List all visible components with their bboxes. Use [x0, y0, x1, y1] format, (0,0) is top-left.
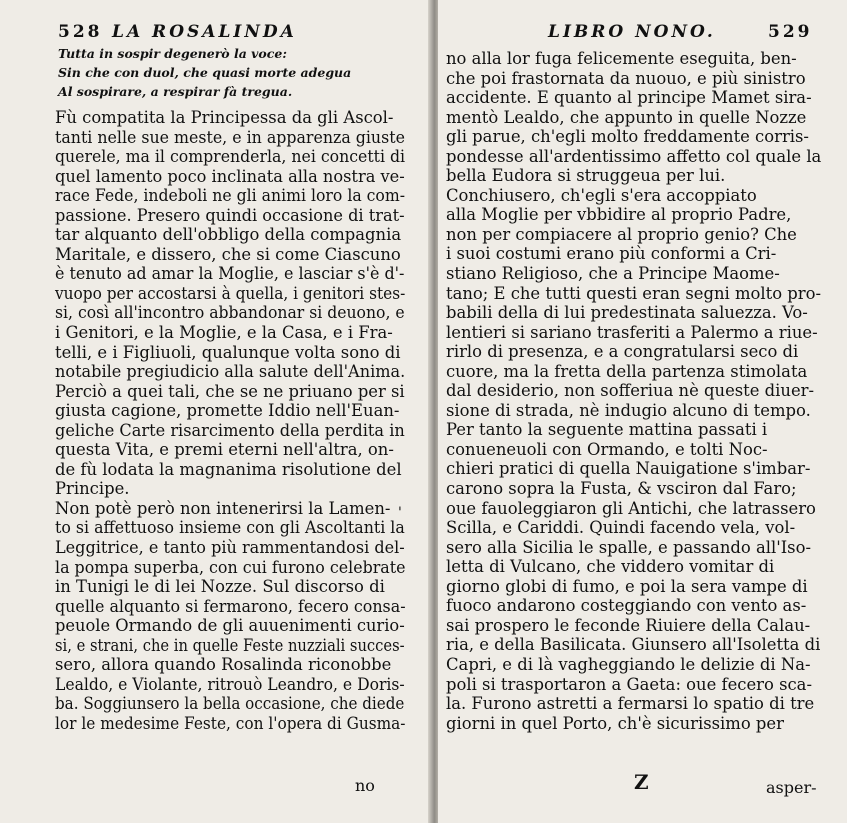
text-line: chieri pratici di quella Nauigatione s'imbar-: [446, 459, 811, 479]
text-line: bella Eudora si struggeua per lui.: [446, 166, 726, 186]
verse-stanza: [58, 44, 351, 101]
text-line: questa Vita, e premi eterni nell'altra, on-: [55, 440, 394, 460]
text-line: vuopo per accostarsi à quella, i genitori stes-: [55, 283, 406, 303]
text-line: sai prospero le feconde Riuiere della Calau-: [446, 615, 811, 635]
text-line: rirlo di presenza, e a congratularsi seco di: [446, 342, 799, 362]
text-line: non per compiacere al proprio genio? Che: [446, 224, 797, 244]
text-line: poli si trasportaron a Gaeta: oue fecero sca-: [446, 674, 812, 694]
text-line: lor le medesime Feste, con l'opera di Gusma-: [55, 713, 406, 733]
text-line: la. Furono astretti a fermarsi lo spatio di tre: [446, 694, 815, 714]
text-line: stiano Religioso, che a Principe Maome-: [446, 264, 780, 284]
body-text: [55, 108, 405, 734]
text-line: giusta cagione, promette Iddio nell'Euan-: [55, 401, 400, 421]
text-line: tanti nelle sue meste, e in apparenza giuste: [55, 127, 405, 147]
text-line: lentieri si sariano trasferiti a Palermo a riue-: [446, 322, 818, 342]
text-line: Perciò a quei tali, che se ne priuano per si: [55, 381, 405, 401]
text-line: Per tanto la seguente mattina passati i: [446, 420, 768, 440]
text-line: de fù lodata la magnanima risolutione del: [55, 459, 402, 479]
running-head: LIBRO NONO.: [548, 22, 716, 42]
text-line: Leggitrice, e tanto più rammentandosi del-: [55, 538, 405, 558]
text-line: no alla lor fuga felicemente eseguita, ben-: [446, 49, 797, 68]
verse-line: Al sospirare, a respirar fà tregua.: [58, 84, 293, 99]
text-line: giorno globi di fumo, e poi la sera vampe di: [446, 576, 808, 596]
text-line: telli, e i Figliuoli, qualunque volta sono di: [55, 342, 401, 362]
body-text: [446, 49, 838, 733]
text-line: alla Moglie per vbbidire al proprio Padre,: [446, 205, 792, 225]
text-line: letta di Vulcano, che viddero vomitar di: [446, 557, 775, 577]
text-line: Non potè però non intenerirsi la Lamen-: [55, 498, 391, 518]
text-line: quel lamento poco inclinata alla nostra ve-: [55, 166, 405, 186]
text-line: cuore, ma la fretta della partenza stimolata: [446, 361, 808, 381]
text-line: Principe.: [55, 479, 130, 499]
text-line: race Fede, indeboli ne gli animi loro la com-: [55, 186, 406, 206]
text-line: Maritale, e dissero, che si come Ciascuno: [55, 244, 401, 264]
text-line: i Genitori, e la Moglie, e la Casa, e i Fra-: [55, 323, 393, 343]
page-number: 528: [58, 22, 103, 42]
text-line: Fù compatita la Principessa da gli Ascol-: [55, 108, 394, 127]
text-line: querele, ma il comprenderla, nei concetti di: [55, 147, 406, 167]
right-page: [438, 0, 847, 823]
text-line: ria, e della Basilicata. Giunsero all'Isoletta di: [446, 635, 821, 655]
text-line: Scilla, e Cariddi. Quindi facendo vela, vol-: [446, 518, 796, 538]
text-line: to si affettuoso insieme con gli Ascoltanti la: [55, 518, 405, 538]
text-line: giorni in quel Porto, ch'è sicurissimo per: [446, 713, 784, 733]
text-line: si, così all'incontro abbandonar si deuono, e: [55, 303, 405, 323]
text-line: pondesse all'ardentissimo affetto col quale la: [446, 146, 822, 166]
text-line: gli parue, ch'egli molto freddamente corris-: [446, 127, 809, 147]
text-line: quelle alquanto si fermarono, fecero consa-: [55, 596, 406, 616]
text-line: dal desiderio, non sofferiua nè queste diuer-: [446, 381, 815, 401]
text-line: fuoco andarono costeggiando con vento as-: [446, 596, 807, 616]
text-line: carono sopra la Fusta, & vsciron dal Faro;: [446, 479, 797, 499]
text-line: notabile pregiudicio alla salute dell'Anima.: [55, 362, 406, 382]
catchword: no: [355, 776, 375, 795]
text-line: ba. Soggiunsero la bella occasione, che diede: [55, 694, 405, 714]
text-line: oue fauoleggiaron gli Antichi, che latrassero: [446, 498, 816, 518]
text-line: tano; E che tutti questi eran segni molto pro-: [446, 283, 822, 303]
verse-line: Tutta in sospir degenerò la voce:: [58, 46, 287, 61]
text-line: i suoi costumi erano più conformi a Cri-: [446, 244, 777, 264]
text-line: in Tunigi le di lei Nozze. Sul discorso di: [55, 577, 385, 597]
text-line: passione. Presero quindi occasione di trat-: [55, 205, 405, 225]
text-line: si, e strani, che in quelle Feste nuzziali succes-: [55, 635, 405, 655]
text-line: tar alquanto dell'obbligo della compagnia: [55, 225, 402, 245]
text-line: accidente. E quanto al principe Mamet sira-: [446, 88, 812, 108]
text-line: geliche Carte risarcimento della perdita in: [55, 420, 405, 440]
verse-line: Sin che con duol, che quasi morte adegua: [58, 65, 352, 80]
margin-mark: ': [398, 505, 402, 521]
running-head: LA ROSALINDA: [112, 22, 297, 42]
text-line: che poi frastornata da nuouo, e più sinistro: [446, 68, 806, 88]
text-line: Capri, e di là vagheggiando le delizie di Na-: [446, 654, 811, 674]
text-line: conueneuoli con Ormando, e tolti Noc-: [446, 439, 768, 459]
text-line: la pompa superba, con cui furono celebrate: [55, 557, 406, 577]
text-line: peuole Ormando de gli auuenimenti curio-: [55, 616, 405, 636]
text-line: sero, allora quando Rosalinda riconobbe: [55, 655, 392, 675]
text-line: Conchiusero, ch'egli s'era accoppiato: [446, 185, 757, 205]
text-line: sione di strada, nè indugio alcuno di tempo.: [446, 400, 811, 420]
text-line: è tenuto ad amar la Moglie, e lasciar s'è d'-: [55, 264, 405, 284]
text-line: sero alla Sicilia le spalle, e passando all'Iso-: [446, 537, 812, 557]
catchword: asper-: [766, 778, 817, 797]
signature-mark: Z: [634, 770, 649, 794]
text-line: babili della di lui predestinata saluezza. Vo-: [446, 303, 808, 323]
text-line: mentò Lealdo, che appunto in quelle Nozze: [446, 107, 807, 127]
text-line: Lealdo, e Violante, ritrouò Leandro, e Doris-: [55, 674, 405, 694]
page-number: 529: [768, 22, 813, 42]
